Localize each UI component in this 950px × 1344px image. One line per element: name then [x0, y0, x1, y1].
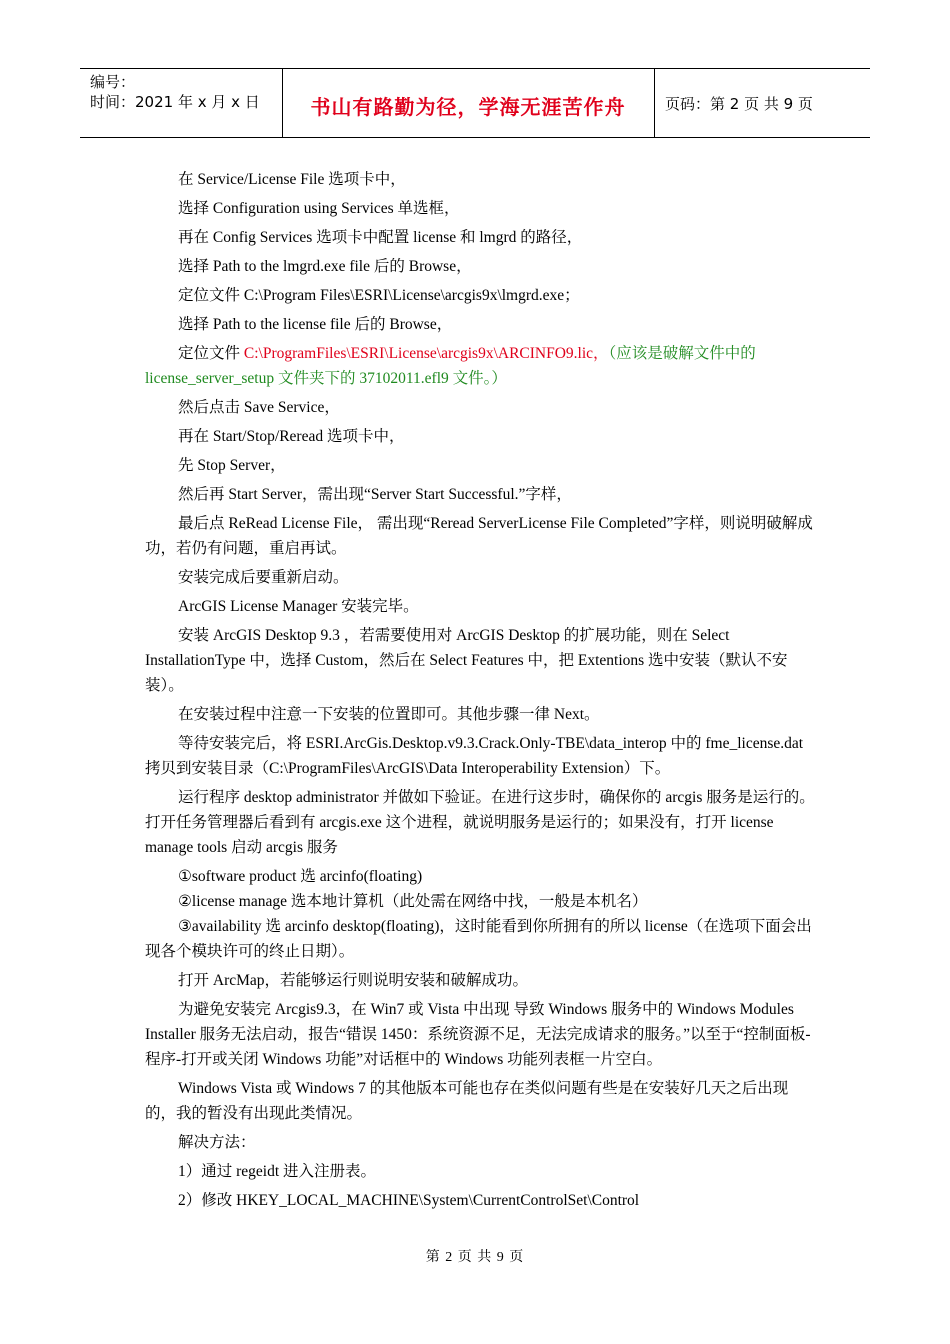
paragraph: 等待安装完后，将 ESRI.ArcGis.Desktop.v9.3.Crack.Only-TBE\data_interop 中的 fme_license.dat 拷贝到安装目录（C:\ProgramFiles\ArcGIS\Data Interoperability Extension）下。: [145, 735, 804, 777]
paragraph: 最后点 ReRead License File， 需出现“Reread ServerLicense File Completed”字样，则说明破解成功，若仍有问题，重启再试。: [145, 515, 813, 557]
paragraph: 选择 Path to the license file 后的 Browse，: [178, 316, 453, 333]
list-item: ②license manage 选本地计算机（此处需在网络中找，一般是本机名）: [178, 893, 648, 910]
paragraph: 1）通过 regeidt 进入注册表。: [178, 1163, 377, 1180]
document-date: 时间：2021 年 x 月 x 日: [90, 93, 260, 111]
paragraph: 在 Service/License File 选项卡中，: [178, 171, 406, 188]
paragraph: 安装完成后要重新启动。: [178, 569, 349, 586]
paragraph: 安装 ArcGIS Desktop 9.3 ，若需要使用对 ArcGIS Desktop 的扩展功能，则在 Select InstallationType 中，选择 Custom，然后在 Select Features 中，把 Extentions 选中安装（默认不安装）。: [145, 627, 788, 694]
header-info-cell: [80, 69, 283, 137]
list-item: ①software product 选 arcinfo(floating): [178, 868, 423, 885]
header-page-code: 页码：第 2 页 共 9 页: [665, 95, 813, 113]
paragraph: 先 Stop Server，: [178, 457, 286, 474]
page-header: [80, 68, 870, 138]
list-item: ③availability 选 arcinfo desktop(floating)，这时能看到你所拥有的所以 license（在选项下面会出现各个模块许可的终止日期）。: [145, 918, 812, 960]
license-file-path: C:\ProgramFiles\ESRI\License\arcgis9x\ARCINFO9.lic，: [243, 345, 609, 362]
paragraph: 定位文件 C:\Program Files\ESRI\License\arcgis9x\lmgrd.exe；: [178, 287, 580, 304]
paragraph: 为避免安装完 Arcgis9.3，在 Win7 或 Vista 中出现 导致 Windows 服务中的 Windows Modules Installer 服务无法启动，报告“错误 1450：系统资源不足，无法完成请求的服务。”以至于“控制面板-程序-打开或关闭 Windows 功能”对话框中的 Windows 功能列表框一片空白。: [145, 1001, 811, 1068]
document-body: [145, 167, 815, 1217]
paragraph: ArcGIS License Manager 安装完毕。: [178, 598, 419, 615]
paragraph: 再在 Config Services 选项卡中配置 license 和 lmgrd 的路径，: [178, 229, 583, 246]
paragraph: 然后再 Start Server，需出现“Server Start Successful.”字样，: [178, 486, 572, 503]
license-path-paragraph: [145, 341, 815, 391]
paragraph: 在安装过程中注意一下安装的位置即可。其他步骤一律 Next。: [178, 706, 600, 723]
paragraph: 运行程序 desktop administrator 并做如下验证。在进行这步时，确保你的 arcgis 服务是运行的。打开任务管理器后看到有 arcgis.exe 这个进程，就说明服务是运行的；如果没有，打开 license manage tools 启动 arcgis 服务: [145, 789, 815, 856]
paragraph: 再在 Start/Stop/Reread 选项卡中，: [178, 428, 405, 445]
header-motto: 书山有路勤为径，学海无涯苦作舟: [310, 95, 626, 119]
paragraph: 选择 Path to the lmgrd.exe file 后的 Browse，: [178, 258, 472, 275]
license-file-note: （应该是破解文件中的 license_server_setup 文件夹下的 37102011.efl9 文件。）: [145, 345, 756, 387]
header-motto-cell: [282, 69, 655, 137]
document-number-label: 编号：: [90, 73, 136, 91]
paragraph: 选择 Configuration using Services 单选框，: [178, 200, 460, 217]
page-footer: 第 2 页 共 9 页: [425, 1250, 525, 1265]
paragraph: Windows Vista 或 Windows 7 的其他版本可能也存在类似问题有些是在安装好几天之后出现的，我的暂没有出现此类情况。: [145, 1080, 789, 1122]
paragraph: 解决方法：: [178, 1134, 256, 1151]
paragraph: 打开 ArcMap，若能够运行则说明安装和破解成功。: [178, 972, 529, 989]
paragraph: 2）修改 HKEY_LOCAL_MACHINE\System\CurrentControlSet\Control: [178, 1192, 640, 1209]
paragraph: 然后点击 Save Service，: [178, 399, 340, 416]
header-page-cell: [655, 69, 870, 137]
locate-prefix: 定位文件: [178, 345, 244, 362]
